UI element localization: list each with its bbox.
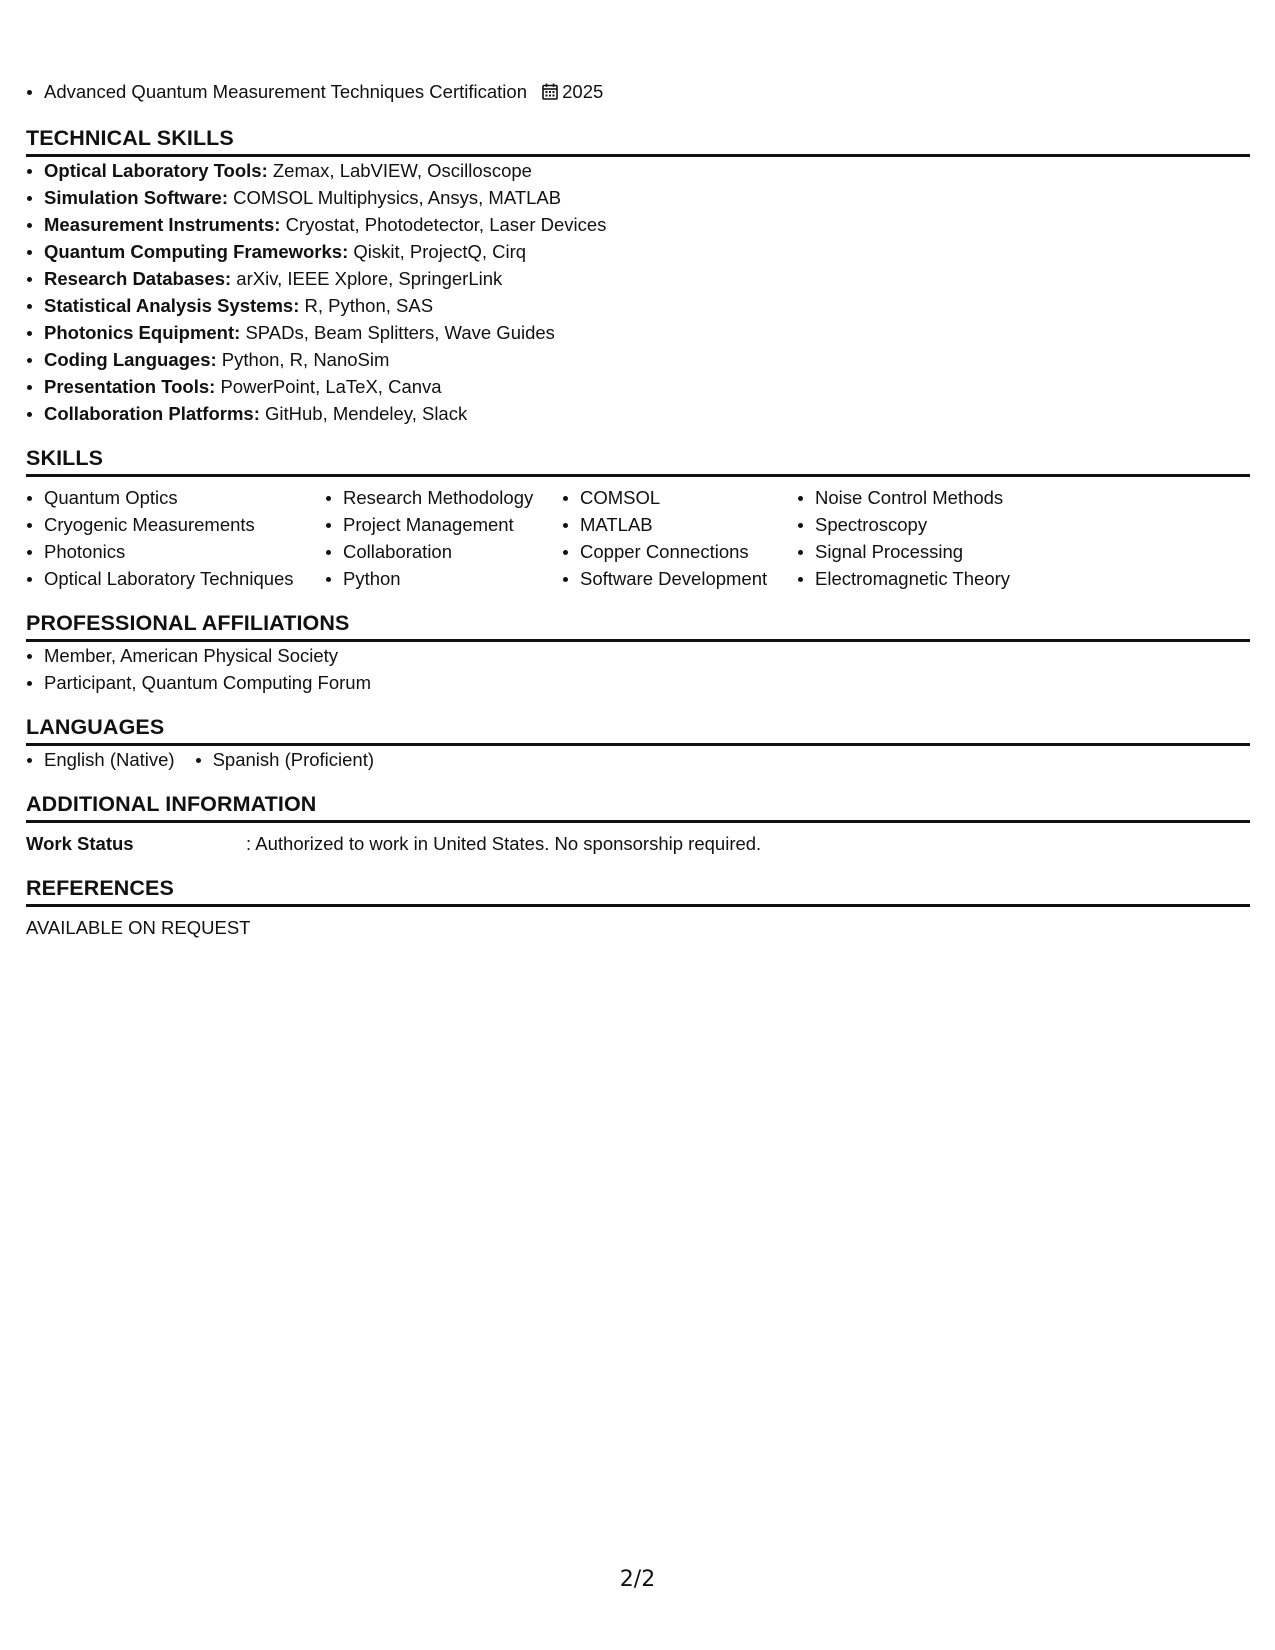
skill-values: Cryostat, Photodetector, Laser Devices [280,214,607,235]
list-item: Signal Processing [797,538,1057,565]
page-number: 2/2 [619,1567,656,1592]
list-item: Project Management [325,511,562,538]
skill-category: Quantum Computing Frameworks: [44,241,349,262]
skill-values: Zemax, LabVIEW, Oscilloscope [267,160,532,181]
list-item: Copper Connections [562,538,797,565]
affiliations-list [26,642,1250,696]
skill-values: arXiv, IEEE Xplore, SpringerLink [231,268,503,289]
skills-column [26,484,325,592]
certification-list [26,78,1250,107]
skill-values: SPADs, Beam Splitters, Wave Guides [240,322,555,343]
certification-item [26,78,1250,107]
skill-values: R, Python, SAS [299,295,434,316]
list-item [26,211,1250,238]
section-title-technical-skills: TECHNICAL SKILLS [26,124,1250,157]
skill-values: GitHub, Mendeley, Slack [259,403,468,424]
list-item: COMSOL [562,484,797,511]
work-status-row [26,830,1250,857]
skill-category: Optical Laboratory Tools: [44,160,268,181]
languages-list [26,746,1250,773]
skill-category: Coding Languages: [44,349,217,370]
skill-category: Collaboration Platforms: [44,403,260,424]
list-item: Electromagnetic Theory [797,565,1057,592]
skill-values: PowerPoint, LaTeX, Canva [215,376,442,397]
list-item [26,238,1250,265]
additional-info-table [26,830,1250,857]
list-item: Spectroscopy [797,511,1057,538]
list-item [26,319,1250,346]
skill-category: Measurement Instruments: [44,214,281,235]
section-title-references: REFERENCES [26,874,1250,907]
section-title-languages: LANGUAGES [26,713,1250,746]
list-item [26,265,1250,292]
list-item: Cryogenic Measurements [26,511,325,538]
list-item: Research Methodology [325,484,562,511]
list-item [26,400,1250,427]
technical-skills-list [26,157,1250,427]
skills-column [797,484,1057,592]
list-item: Member, American Physical Society [26,642,1250,669]
skill-category: Statistical Analysis Systems: [44,295,300,316]
list-item: Collaboration [325,538,562,565]
references-text: AVAILABLE ON REQUEST [26,917,251,938]
list-item: Software Development [562,565,797,592]
resume-page [26,78,1250,941]
skill-values: COMSOL Multiphysics, Ansys, MATLAB [228,187,562,208]
list-item [26,292,1250,319]
list-item: Quantum Optics [26,484,325,511]
skill-values: Python, R, NanoSim [216,349,390,370]
skill-category: Photonics Equipment: [44,322,241,343]
list-item: English (Native) [26,746,175,773]
skill-values: Qiskit, ProjectQ, Cirq [348,241,527,262]
work-status-value: : Authorized to work in United States. No sponsorship required. [246,833,762,854]
skills-column [325,484,562,592]
skill-category: Research Databases: [44,268,232,289]
list-item: Participant, Quantum Computing Forum [26,669,1250,696]
list-item [26,373,1250,400]
skills-grid [26,484,1250,592]
calendar-icon [542,80,558,107]
list-item: Noise Control Methods [797,484,1057,511]
section-title-additional-information: ADDITIONAL INFORMATION [26,790,1250,823]
list-item: Spanish (Proficient) [195,746,374,773]
work-status-label: Work Status [26,833,134,854]
skills-column [562,484,797,592]
section-title-affiliations: PROFESSIONAL AFFILIATIONS [26,609,1250,642]
list-item [26,157,1250,184]
list-item [26,184,1250,211]
certification-name: Advanced Quantum Measurement Techniques Certification [44,81,527,102]
section-title-skills: SKILLS [26,444,1250,477]
skill-category: Presentation Tools: [44,376,216,397]
list-item [26,346,1250,373]
skill-category: Simulation Software: [44,187,228,208]
list-item: Photonics [26,538,325,565]
list-item: Optical Laboratory Techniques [26,565,325,592]
list-item: MATLAB [562,511,797,538]
certification-year: 2025 [562,81,604,102]
list-item: Python [325,565,562,592]
